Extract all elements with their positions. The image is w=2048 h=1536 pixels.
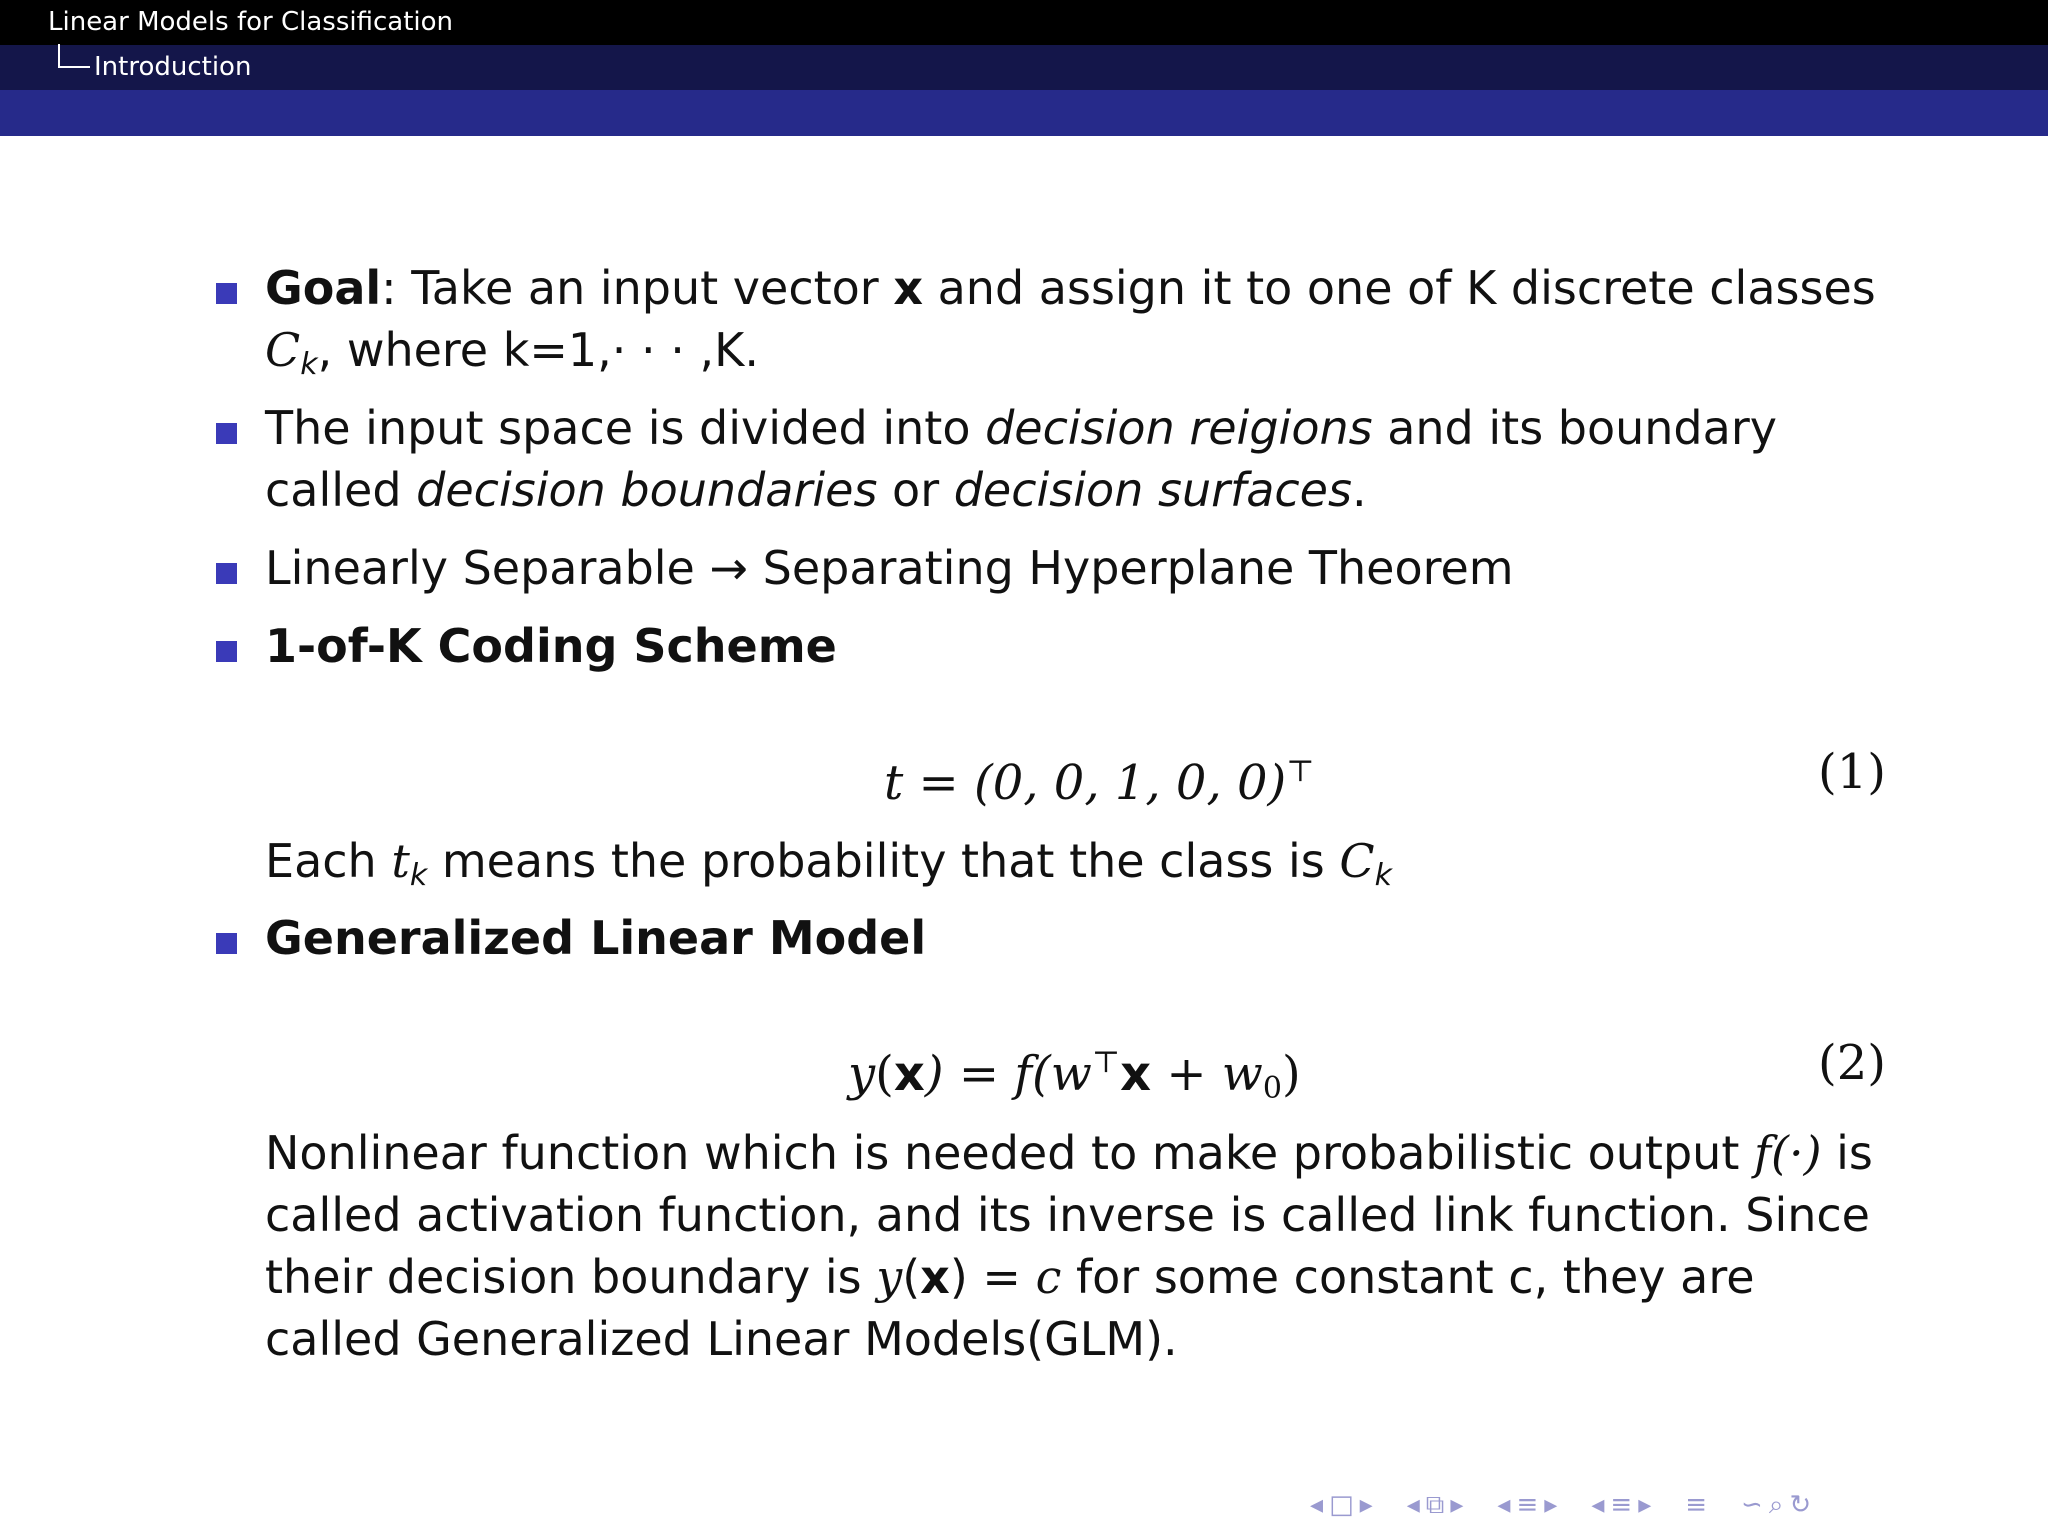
coding-subscript: k (409, 858, 428, 893)
glm-f: f(·) (1753, 1126, 1822, 1180)
regions-text-post: . (1351, 463, 1367, 517)
goal-var: x (893, 261, 923, 315)
nav-section-icon[interactable]: ≡ (1516, 1490, 1539, 1520)
nav-back-icon[interactable]: ∽ (1741, 1490, 1763, 1520)
equation-2-body: $y(x) = f(w^⊤x + w_0)$ (848, 1045, 1301, 1106)
bullet-marker (216, 283, 237, 304)
goal-text-post: , where k=1,· · · ,K. (317, 323, 759, 377)
nav-search-icon[interactable]: ⌕ (1768, 1489, 1784, 1520)
nav-prev-doc-icon[interactable]: ◂ (1591, 1490, 1605, 1520)
eq2-mid: ) = f(w (924, 1046, 1092, 1102)
beamer-navigation (1310, 1488, 1811, 1522)
glm-text-1: Nonlinear function which is needed to make probabilistic output (265, 1126, 1754, 1180)
regions-text: The input space is divided into (265, 401, 986, 455)
regions-em: decision reigions (985, 401, 1373, 455)
transpose-symbol: ⊤ (1286, 754, 1315, 789)
goal-item (265, 257, 1905, 396)
eq2-x: x (893, 1046, 925, 1102)
class-subscript: k (300, 347, 318, 382)
glm-heading: Generalized Linear Model (265, 911, 927, 965)
goal-text-mid: and assign it to one of K discrete classes (923, 261, 1876, 315)
boundaries-em: decision boundaries (416, 463, 878, 517)
equation-2-number: (2) (1818, 1035, 1886, 1091)
nav-toc-icon[interactable]: ≡ (1685, 1490, 1708, 1520)
bullet-marker (216, 933, 237, 954)
bullet-marker (216, 423, 237, 444)
glm-c: c (1035, 1250, 1062, 1304)
surfaces-em: decision surfaces (953, 463, 1352, 517)
glm-paragraph: Nonlinear function which is needed to make probabilistic output f(·) is called activation function, and its inverse is called link function. Since their decision boundary is y(x) = c for some constant c, they are called Generalized Linear Models(GLM). (265, 1126, 1873, 1366)
goal-text: : Take an input vector (381, 261, 894, 315)
nav-next-subsection-icon[interactable]: ▸ (1450, 1490, 1464, 1520)
nav-next-doc-icon[interactable]: ▸ (1638, 1490, 1652, 1520)
class-symbol: C (265, 323, 301, 377)
nav-frame-icon[interactable]: □ (1329, 1490, 1354, 1520)
nav-prev-subsection-icon[interactable]: ◂ (1406, 1490, 1420, 1520)
glm-y: y (876, 1250, 903, 1304)
subsection-title[interactable]: Introduction (94, 52, 252, 82)
bullet-marker (216, 641, 237, 662)
nav-next-section-icon[interactable]: ▸ (1544, 1490, 1558, 1520)
separable-item: Linearly Separable → Separating Hyperplane Theorem (265, 541, 1514, 595)
coding-text-mid: means the probability that the class is (427, 834, 1340, 888)
section-title[interactable]: Linear Models for Classification (48, 7, 453, 37)
glm-x: x (920, 1250, 950, 1304)
equation-1-expr: t = (0, 0, 1, 0, 0) (884, 755, 1287, 811)
eq2-x2: x (1120, 1046, 1152, 1102)
regions-item (265, 397, 1905, 521)
regions-text-mid: and its boundary called (265, 401, 1777, 517)
coding-paragraph (265, 830, 1905, 907)
coding-var: t (391, 834, 410, 888)
equation-1-body (884, 740, 1314, 815)
coding-class-symbol: C (1339, 834, 1375, 888)
glm-text-2: is called activation function, and its inverse is called link function. Since their decision boundary is (265, 1126, 1873, 1304)
goal-label: Goal (265, 261, 382, 315)
regions-or: or (877, 463, 954, 517)
coding-scheme-heading: 1-of-K Coding Scheme (265, 619, 837, 673)
nav-forward-icon[interactable]: ↻ (1789, 1490, 1812, 1520)
glm-text-4: for some constant c, they are called Generalized Linear Models(GLM). (265, 1250, 1755, 1366)
nav-doc-icon[interactable]: ≡ (1610, 1490, 1633, 1520)
eq2-transpose: ⊤ (1091, 1045, 1121, 1080)
bullet-marker (216, 563, 237, 584)
eq2-plus: + w (1151, 1046, 1263, 1102)
eq2-subscript: 0 (1262, 1071, 1282, 1106)
equation-1-number: (1) (1818, 744, 1886, 800)
nav-next-frame-icon[interactable]: ▸ (1359, 1490, 1373, 1520)
coding-class-subscript: k (1374, 858, 1392, 893)
eq2-close: ) (1281, 1046, 1301, 1102)
nav-subsection-icon[interactable]: ⧉ (1425, 1489, 1445, 1520)
eq2-y: y (848, 1046, 876, 1102)
nav-prev-frame-icon[interactable]: ◂ (1310, 1490, 1324, 1520)
glm-text-3: ) = (949, 1250, 1036, 1304)
coding-text: Each (265, 834, 392, 888)
nav-prev-section-icon[interactable]: ◂ (1497, 1490, 1511, 1520)
